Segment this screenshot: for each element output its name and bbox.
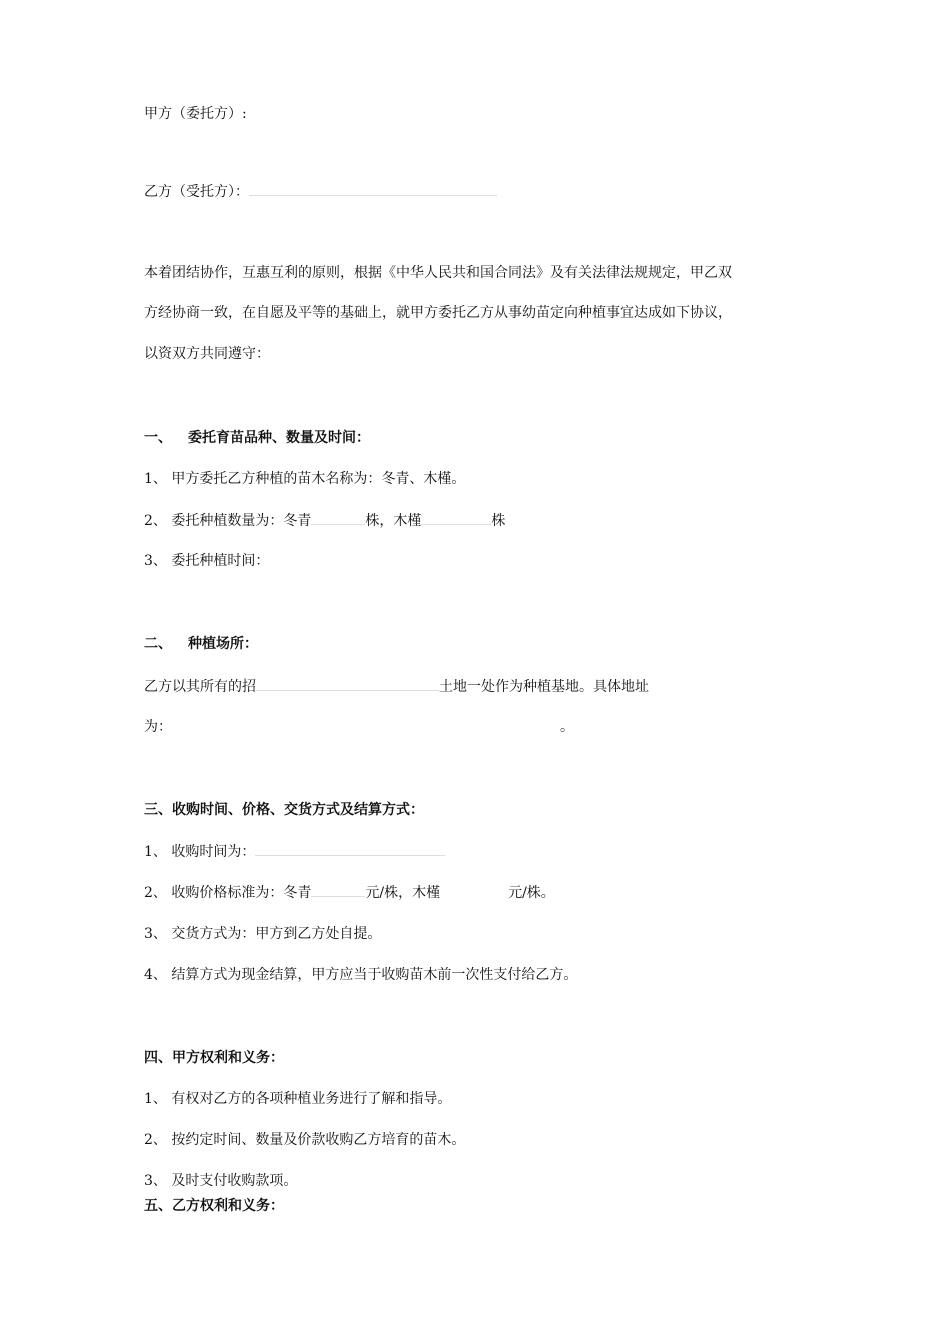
purchase-time-blank	[255, 841, 445, 856]
section-3-item-1: 1、 收购时间为：	[144, 841, 445, 862]
intro-line-2: 方经协商一致，在自愿及平等的基础上，就甲方委托乙方从事幼苗定向种植事宜达成如下协议，	[144, 305, 732, 321]
section-1-item-2: 2、 委托种植数量为：冬青 株，木槿 株	[144, 510, 505, 531]
section-2-title: 种植场所：	[188, 636, 258, 652]
party-b-label: 乙方（受托方）：	[144, 184, 249, 200]
section-4-item-3: 3、 及时支付收购款项。	[144, 1173, 298, 1189]
section-1-item-1: 1、 甲方委托乙方种植的苗木名称为：冬青、木槿。	[144, 471, 466, 487]
section-1-heading	[144, 428, 370, 448]
section-3-item-3: 3、 交货方式为：甲方到乙方处自提。	[144, 926, 382, 942]
section-3-heading: 三、收购时间、价格、交货方式及结算方式：	[144, 802, 424, 818]
section-1-item-3: 3、 委托种植时间：	[144, 553, 270, 569]
section-1-title: 委托育苗品种、数量及时间：	[188, 430, 370, 446]
intro-line-1: 本着团结协作，互惠互利的原则，根据《中华人民共和国合同法》及有关法律法规规定，甲乙双	[144, 265, 732, 281]
section-3-item-2: 2、 收购价格标准为：冬青 元/株，木槿 元/株。	[144, 882, 555, 903]
section-5-heading: 五、乙方权利和义务：	[144, 1198, 284, 1214]
section-2-heading	[144, 634, 258, 654]
section-4-heading: 四、甲方权利和义务：	[144, 1050, 284, 1066]
location-blank	[256, 676, 439, 691]
section-1-number: 一、	[144, 430, 172, 446]
party-a-label: 甲方（委托方）:	[144, 106, 247, 122]
quantity-holly-blank	[311, 510, 365, 525]
intro-line-3: 以资双方共同遵守：	[144, 346, 270, 362]
party-b-blank	[249, 181, 497, 196]
quantity-hibiscus-blank	[421, 510, 491, 525]
section-4-item-1: 1、 有权对乙方的各项种植业务进行了解和指导。	[144, 1091, 452, 1107]
section-2-line-1: 乙方以其所有的招 土地一处作为种植基地。具体地址	[144, 676, 649, 697]
section-3-item-4: 4、 结算方式为现金结算，甲方应当于收购苗木前一次性支付给乙方。	[144, 967, 578, 983]
section-4-item-2: 2、 按约定时间、数量及价款收购乙方培育的苗木。	[144, 1132, 466, 1148]
section-2-number: 二、	[144, 636, 172, 652]
section-2-line-2: 为： 。	[144, 719, 574, 735]
price-holly-blank	[311, 882, 365, 897]
party-b-line	[144, 181, 497, 202]
